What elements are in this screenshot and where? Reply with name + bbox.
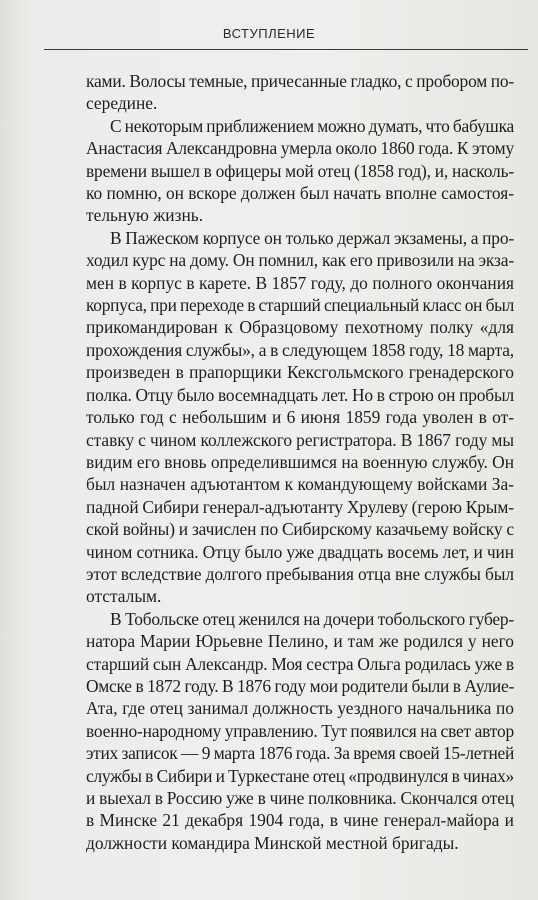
text-line: был назначен адъютантом к командующему войсками За- <box>86 474 514 495</box>
paragraph-1 <box>86 70 514 115</box>
text-line: этих записок — 9 марта 1876 года. За время своей 15-летней <box>86 743 514 764</box>
text-line: В Тобольске отец женился на дочери тобольского губер- <box>110 608 514 629</box>
text-line: этот вследствие долгого пребывания отца вне службы был <box>86 563 514 584</box>
paragraph-2 <box>86 115 514 227</box>
text-line: падной Сибири генерал-адъютанту Хрулеву (герою Крым- <box>86 496 514 517</box>
text-line: середине. <box>86 93 158 114</box>
text-line: С некоторым приближением можно думать, что бабушка <box>110 115 514 136</box>
text-line: ходил курс на дому. Он помнил, как его привозили на экза- <box>86 250 514 271</box>
text-line: Анастасия Александровна умерла около 1860 года. К этому <box>86 138 514 159</box>
text-line: отсталым. <box>86 586 162 607</box>
text-line: корпуса, при переходе в старший специальный класс он был <box>86 295 514 316</box>
text-line: Омске в 1872 году. В 1876 году мои родители были в Аулие- <box>86 675 514 696</box>
header-rule <box>44 49 528 50</box>
text-line: мен в корпус в карете. В 1857 году, до полного окончания <box>86 272 514 293</box>
text-line: службы в Сибири и Туркестане отец «продвинулся в чинах» <box>86 765 514 786</box>
text-line: ской войны) и зачислен по Сибирскому казачьему войску с <box>86 519 514 540</box>
text-line: должности командира Минской местной бригады. <box>86 832 459 853</box>
text-line: прохождения службы», а в следующем 1858 году, 18 марта, <box>86 339 514 360</box>
text-line: полка. Отцу было восемнадцать лет. Но в строю он пробыл <box>86 384 514 405</box>
text-line: старший сын Александр. Моя сестра Ольга родилась уже в <box>86 653 514 674</box>
text-line: ставку с чином коллежского регистратора. В 1867 году мы <box>86 429 514 450</box>
paragraph-3 <box>86 227 514 608</box>
body-text <box>86 70 514 854</box>
text-line: времени вышел в офицеры мой отец (1858 год), и, насколь- <box>86 160 514 181</box>
text-line: Ата, где отец занимал должность уездного начальника по <box>86 698 514 719</box>
text-line: ками. Волосы темные, причесанные гладко, с пробором по- <box>86 71 514 91</box>
text-line: видим его вновь определившимся на военную службу. Он <box>86 451 514 472</box>
text-line: произведен в прапорщики Кексгольмского гренадерского <box>86 362 514 383</box>
text-line: чином сотника. Отцу было уже двадцать восемь лет, и чин <box>86 541 514 562</box>
text-line: тельную жизнь. <box>86 205 204 226</box>
text-line: ко помню, он вскоре должен был начать вполне самостоя- <box>86 183 514 204</box>
text-line: военно-народному управлению. Тут появился на свет автор <box>86 720 514 741</box>
paragraph-4 <box>86 608 514 854</box>
text-line: только год с небольшим и 6 июня 1859 года уволен в от- <box>86 407 514 428</box>
text-line: прикомандирован к Образцовому пехотному полку «для <box>86 317 514 338</box>
text-line: в Минске 21 декабря 1904 года, в чине генерал-майора и <box>86 810 514 831</box>
text-line: натора Марии Юрьевне Пелино, и там же родился у него <box>86 631 514 652</box>
text-line: В Пажеском корпусе он только держал экзамены, а про- <box>110 227 514 248</box>
running-header: ВСТУПЛЕНИЕ <box>222 26 316 41</box>
text-line: и выехал в Россию уже в чине полковника. Скончался отец <box>86 788 514 808</box>
